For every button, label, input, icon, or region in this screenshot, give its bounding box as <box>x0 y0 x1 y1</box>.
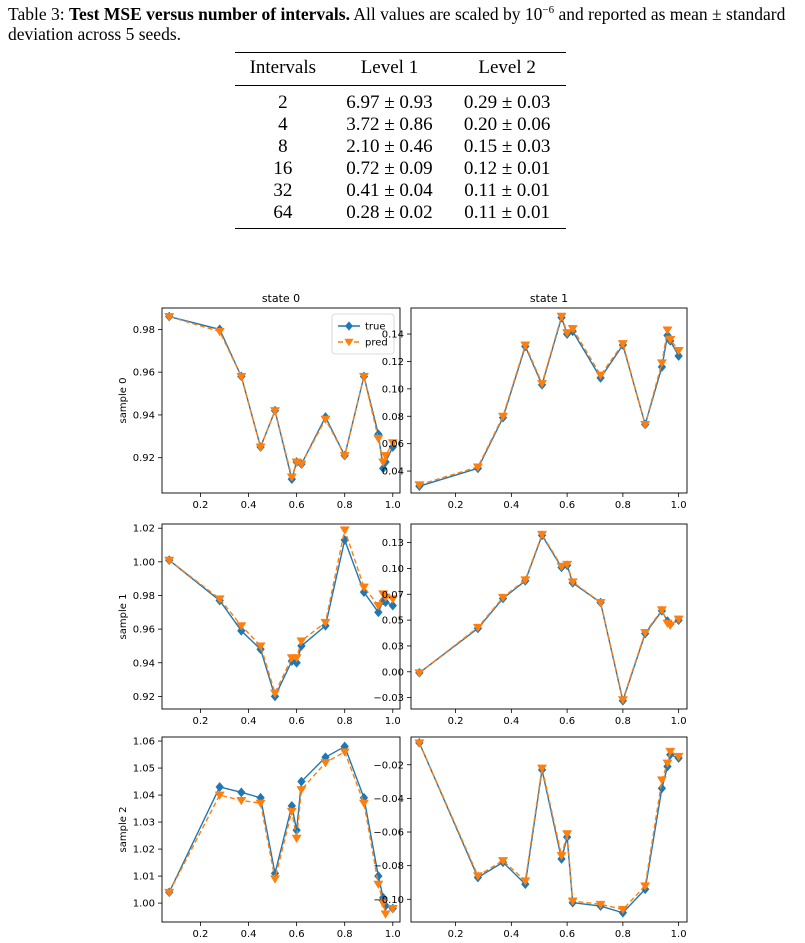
x-tick-label: 0.6 <box>559 929 576 940</box>
y-tick-label: 1.01 <box>132 871 155 883</box>
plot-area <box>415 313 683 491</box>
y-tick-label: 1.03 <box>132 817 155 829</box>
table-row <box>235 158 566 180</box>
y-tick-label: 0.06 <box>381 439 404 451</box>
y-tick-label: 0.13 <box>381 538 404 550</box>
data-point-pred <box>287 808 296 816</box>
y-tick-label: 0.92 <box>132 453 155 465</box>
series-line-true <box>419 743 678 913</box>
series-line-pred <box>419 534 678 699</box>
table-row <box>235 114 566 136</box>
y-tick-label: −0.06 <box>373 827 404 839</box>
table-cell: 0.11 ± 0.01 <box>448 202 566 229</box>
y-axis-label: sample 1 <box>118 593 129 640</box>
table-cell: 8 <box>278 136 288 157</box>
y-tick-label: 1.06 <box>132 736 155 748</box>
y-tick-label: −0.10 <box>373 894 404 906</box>
x-tick-label: 0.4 <box>503 500 520 511</box>
table-caption <box>8 4 803 44</box>
table-cell: 2.10 ± 0.46 <box>346 136 433 157</box>
x-tick-label: 0.6 <box>559 716 576 727</box>
y-tick-label: 1.02 <box>132 844 155 856</box>
y-tick-label: 0.94 <box>132 410 155 422</box>
table-cell: 0.29 ± 0.03 <box>463 92 551 113</box>
y-tick-label: 0.94 <box>132 658 155 670</box>
x-tick-label: 1.0 <box>384 929 401 940</box>
table-row <box>235 86 566 115</box>
table-cell: 16 <box>273 158 293 179</box>
data-point-pred <box>237 797 246 805</box>
x-tick-label: 0.2 <box>447 716 464 727</box>
y-tick-label: 0.12 <box>381 356 404 368</box>
axes-frame <box>411 737 687 922</box>
series-line-pred <box>169 530 393 693</box>
chart-panel-5 <box>373 737 687 940</box>
x-tick-label: 0.6 <box>288 929 305 940</box>
y-tick-label: 0.00 <box>381 667 404 679</box>
table-row <box>235 180 566 202</box>
data-point-true <box>658 784 666 793</box>
chart-title: state 0 <box>261 292 301 305</box>
data-point-pred <box>381 911 390 919</box>
y-tick-label: −0.08 <box>373 861 404 873</box>
series-line-pred <box>419 316 678 485</box>
plot-area <box>415 531 683 706</box>
data-point-pred <box>297 786 306 794</box>
table-cell: 0.41 ± 0.04 <box>346 180 433 201</box>
series-line-pred <box>169 752 393 914</box>
y-tick-label: 1.00 <box>132 898 155 910</box>
chart-panel-3 <box>373 524 687 727</box>
y-tick-label: 0.10 <box>381 384 404 396</box>
x-tick-label: 0.6 <box>288 716 305 727</box>
x-tick-label: 0.4 <box>240 716 257 727</box>
column-header-level-1: Level 1 <box>331 53 449 86</box>
table-cell: 32 <box>273 180 293 201</box>
y-tick-label: −0.03 <box>373 693 404 705</box>
table-cell: 2 <box>278 92 288 113</box>
x-tick-label: 1.0 <box>384 716 401 727</box>
y-tick-label: 0.04 <box>381 466 404 478</box>
chart-panel-0 <box>118 292 401 511</box>
y-tick-label: 0.96 <box>132 367 155 379</box>
y-tick-label: 1.04 <box>132 790 155 802</box>
x-tick-label: 0.8 <box>614 716 631 727</box>
table-cell: 3.72 ± 0.86 <box>346 114 433 135</box>
y-tick-label: 0.14 <box>381 329 404 341</box>
series-line-true <box>419 318 678 487</box>
data-point-true <box>216 782 224 791</box>
data-point-pred <box>663 327 672 335</box>
y-tick-label: 1.05 <box>132 763 155 775</box>
data-point-pred <box>359 800 368 808</box>
x-tick-label: 0.6 <box>559 500 576 511</box>
x-tick-label: 0.8 <box>336 716 353 727</box>
data-point-pred <box>270 876 279 884</box>
data-point-pred <box>340 527 349 535</box>
x-tick-label: 0.2 <box>447 929 464 940</box>
x-tick-label: 1.0 <box>670 716 687 727</box>
x-tick-label: 0.2 <box>192 929 209 940</box>
column-header-intervals: Intervals <box>235 53 331 86</box>
x-tick-label: 1.0 <box>670 929 687 940</box>
x-tick-label: 0.8 <box>336 500 353 511</box>
y-tick-label: 0.98 <box>132 324 155 336</box>
table-cell: 64 <box>235 202 331 229</box>
data-point-true <box>237 788 245 797</box>
data-point-pred <box>657 777 666 785</box>
caption-exponent: −6 <box>542 4 555 17</box>
table-header-row <box>235 53 566 86</box>
x-tick-label: 0.8 <box>614 500 631 511</box>
chart-panel-1 <box>382 292 687 511</box>
y-tick-label: −0.02 <box>373 760 404 772</box>
data-point-pred <box>256 800 265 808</box>
y-tick-label: 1.02 <box>132 523 155 535</box>
chart-title: state 1 <box>529 292 569 305</box>
table-cell: 6.97 ± 0.93 <box>346 92 433 113</box>
x-tick-label: 0.8 <box>336 929 353 940</box>
y-tick-label: 0.92 <box>132 691 155 703</box>
axes-frame <box>162 737 400 922</box>
table-cell: 0.72 ± 0.09 <box>346 158 433 179</box>
y-tick-label: 0.03 <box>381 641 404 653</box>
x-tick-label: 0.2 <box>192 500 209 511</box>
table-row <box>235 136 566 158</box>
plot-area <box>165 527 398 701</box>
y-axis-label: sample 2 <box>118 806 129 853</box>
series-line-pred <box>419 743 678 910</box>
x-tick-label: 1.0 <box>670 500 687 511</box>
x-tick-label: 0.6 <box>288 500 305 511</box>
series-line-true <box>169 540 393 696</box>
caption-text-post: and reported as mean ± standard deviation across 5 seeds. <box>8 4 786 44</box>
x-tick-label: 0.4 <box>240 500 257 511</box>
table-row <box>235 202 566 229</box>
caption-text-pre: All values are scaled by 10 <box>353 4 543 24</box>
y-tick-label: 1.00 <box>132 557 155 569</box>
axes-frame <box>411 524 687 709</box>
results-table <box>235 52 566 229</box>
table-cell: 0.15 ± 0.03 <box>463 136 551 157</box>
chart-panel-2 <box>118 524 401 727</box>
table-cell: 0.20 ± 0.06 <box>463 114 551 135</box>
x-tick-label: 0.4 <box>503 929 520 940</box>
y-tick-label: 0.10 <box>381 563 404 575</box>
data-point-true <box>374 871 382 880</box>
plot-area <box>415 738 683 917</box>
x-tick-label: 0.4 <box>240 929 257 940</box>
legend-label-pred: pred <box>365 337 388 349</box>
prediction-figure <box>0 270 805 943</box>
y-tick-label: 0.08 <box>381 411 404 423</box>
x-tick-label: 0.4 <box>503 716 520 727</box>
x-tick-label: 1.0 <box>384 500 401 511</box>
y-tick-label: 0.96 <box>132 624 155 636</box>
y-tick-label: 0.07 <box>381 589 404 601</box>
legend-label-true: true <box>365 321 386 333</box>
y-tick-label: 0.05 <box>381 615 404 627</box>
x-tick-label: 0.2 <box>192 716 209 727</box>
table-cell: 0.11 ± 0.01 <box>464 180 551 201</box>
table-cell: 0.28 ± 0.02 <box>331 202 449 229</box>
data-point-pred <box>292 835 301 843</box>
axes-frame <box>411 308 687 493</box>
table-cell: 0.12 ± 0.01 <box>463 158 551 179</box>
x-tick-label: 0.8 <box>614 929 631 940</box>
chart-panel-4 <box>118 737 401 940</box>
y-axis-label: sample 0 <box>118 377 129 424</box>
caption-label: Table 3: <box>8 4 65 24</box>
x-tick-label: 0.2 <box>447 500 464 511</box>
column-header-level-2: Level 2 <box>448 53 566 86</box>
data-point-pred <box>321 759 330 767</box>
y-tick-label: −0.04 <box>373 793 404 805</box>
table-cell: 4 <box>278 114 288 135</box>
series-line-true <box>419 535 678 700</box>
y-tick-label: 0.98 <box>132 590 155 602</box>
caption-title: Test MSE versus number of intervals. <box>68 4 350 24</box>
plot-area <box>165 742 398 918</box>
